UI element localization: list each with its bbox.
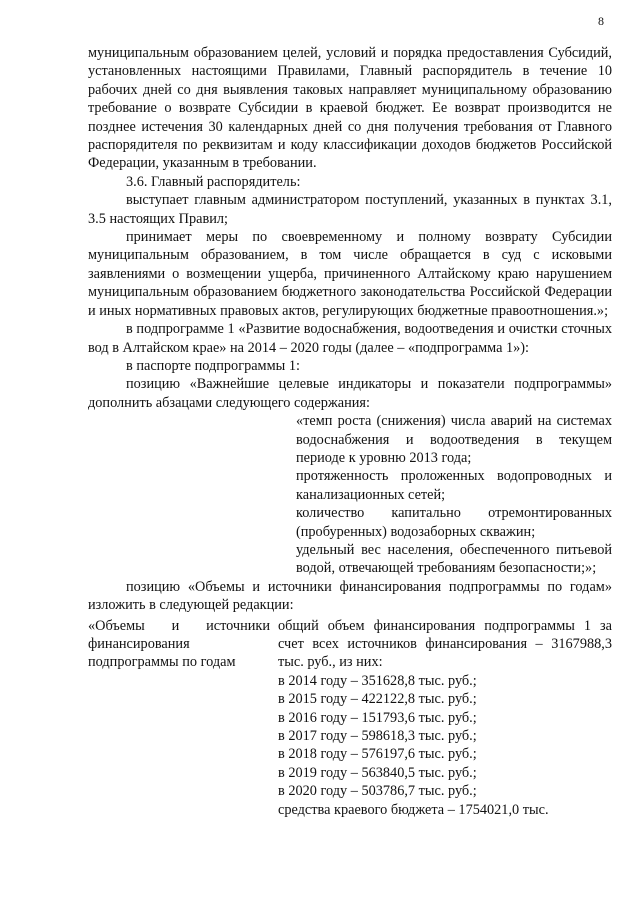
paragraph: позицию «Объемы и источники финансирования подпрограммы по годам» изложить в следующей редакции: bbox=[88, 578, 612, 614]
financing-year: в 2014 году – 351628,8 тыс. руб.; bbox=[278, 672, 477, 689]
indicator-item: количество капитально отремонтированных (пробуренных) водозаборных скважин; bbox=[296, 505, 612, 540]
paragraph: в паспорте подпрограммы 1: bbox=[126, 357, 300, 374]
indicators-block bbox=[296, 412, 612, 578]
document-body bbox=[88, 44, 612, 819]
financing-year: в 2018 году – 576197,6 тыс. руб.; bbox=[278, 746, 477, 763]
financing-year: в 2017 году – 598618,3 тыс. руб.; bbox=[278, 728, 477, 745]
financing-year: в 2016 году – 151793,6 тыс. руб.; bbox=[278, 709, 477, 726]
page-number: 8 bbox=[598, 14, 604, 28]
paragraph: муниципальным образованием целей, условий и порядка предоставления Субсидий, установленных настоящими Правилами, Главный распорядитель в течение 10 рабочих дней со дня выявления таковых направляет муниципальному образованию требование о возврате Субсидии в краевой бюджет. Ее возврат производится не позднее истечения 30 календарных дней со дня получения требования от Главного распорядителя по реквизитам и коду классификации доходов бюджетов Российской Федерации, указанным в требовании. bbox=[88, 45, 612, 172]
table-right-cell bbox=[278, 617, 612, 819]
table-left-cell bbox=[88, 617, 278, 819]
indicator-item: «темп роста (снижения) числа аварий на системах водоснабжения и водоотведения в текущем периоде к уровню 2013 года; bbox=[296, 413, 612, 466]
table-left-text: «Объемы и источники финансирования подпрограммы по годам bbox=[88, 617, 270, 671]
financing-intro: общий объем финансирования подпрограммы 1 за счет всех источников финансирования – 3167988,3 тыс. руб., из них: bbox=[278, 617, 612, 671]
paragraph: в подпрограмме 1 «Развитие водоснабжения, водоотведения и очистки сточных вод в Алтайском крае» на 2014 – 2020 годы (далее – «подпрограмма 1»): bbox=[88, 321, 612, 356]
paragraph: выступает главным администратором поступлений, указанных в пунктах 3.1, 3.5 настоящих Правил; bbox=[88, 192, 612, 227]
financing-table bbox=[88, 617, 612, 819]
paragraph: позицию «Важнейшие целевые индикаторы и показатели подпрограммы» дополнить абзацами следующего содержания: bbox=[88, 376, 612, 411]
paragraph: принимает меры по своевременному и полному возврату Субсидии муниципальным образованием, в том числе обращается в суд с исковыми заявлениями о возмещении ущерба, причиненного Алтайскому краю нарушением муниципальным образованием бюджетного законодательства Российской Федерации и иных нормативных правовых актов, регулирующих бюджетные правоотношения.»; bbox=[88, 229, 612, 319]
financing-year: в 2015 году – 422122,8 тыс. руб.; bbox=[278, 691, 477, 708]
financing-regional: средства краевого бюджета – 1754021,0 тыс. bbox=[278, 801, 549, 818]
paragraph: 3.6. Главный распорядитель: bbox=[126, 173, 301, 190]
financing-year: в 2019 году – 563840,5 тыс. руб.; bbox=[278, 764, 477, 781]
indicator-item: протяженность проложенных водопроводных и канализационных сетей; bbox=[296, 468, 612, 503]
indicator-item: удельный вес населения, обеспеченного питьевой водой, отвечающей требованиям безопасности;»; bbox=[296, 541, 612, 577]
financing-year: в 2020 году – 503786,7 тыс. руб.; bbox=[278, 783, 477, 800]
